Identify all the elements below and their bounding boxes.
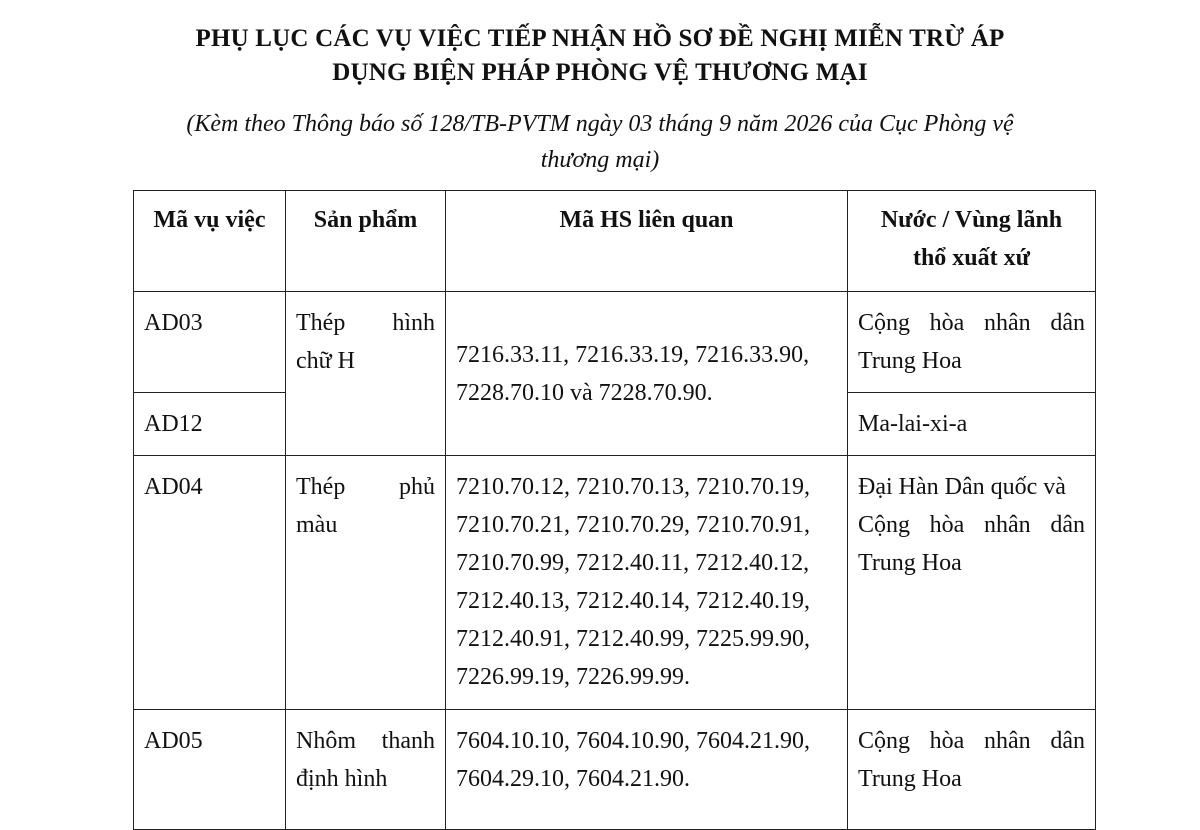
case-code-cell: AD05 xyxy=(134,710,286,830)
header-product: Sản phẩm xyxy=(286,191,446,292)
cases-table xyxy=(133,190,1096,830)
subtitle-line-1: (Kèm theo Thông báo số 128/TB-PVTM ngày 03 tháng 9 năm 2026 của Cục Phòng vệ xyxy=(186,111,1014,137)
page-title-line-1: PHỤ LỤC CÁC VỤ VIỆC TIẾP NHẬN HỒ SƠ ĐỀ NGHỊ MIỄN TRỪ ÁP xyxy=(195,25,1005,52)
table-row xyxy=(134,710,1096,830)
case-code-cell: AD12 xyxy=(134,393,286,456)
table-row xyxy=(134,292,1096,393)
subtitle-line-2: thương mại) xyxy=(540,147,660,173)
product-cell: Thép phủ màu xyxy=(286,456,446,710)
table-header-row xyxy=(134,191,1096,292)
origin-cell: Cộng hòa nhân dân Trung Hoa xyxy=(848,292,1096,393)
product-cell: Nhôm thanh định hình xyxy=(286,710,446,830)
page-title-line-2: DỤNG BIỆN PHÁP PHÒNG VỆ THƯƠNG MẠI xyxy=(332,59,868,86)
product-cell: Thép hình chữ H xyxy=(286,292,446,456)
header-hs-codes: Mã HS liên quan xyxy=(446,191,848,292)
hs-codes-cell: 7604.10.10, 7604.10.90, 7604.21.90, 7604.29.10, 7604.21.90. xyxy=(446,710,848,830)
header-case-code: Mã vụ việc xyxy=(134,191,286,292)
origin-cell: Đại Hàn Dân quốc và Cộng hòa nhân dân Trung Hoa xyxy=(848,456,1096,710)
hs-codes-cell: 7216.33.11, 7216.33.19, 7216.33.90, 7228.70.10 và 7228.70.90. xyxy=(446,292,848,456)
case-code-cell: AD03 xyxy=(134,292,286,393)
table-row xyxy=(134,456,1096,710)
header-origin: Nước / Vùng lãnh thổ xuất xứ xyxy=(848,191,1096,292)
case-code-cell: AD04 xyxy=(134,456,286,710)
origin-cell: Cộng hòa nhân dân Trung Hoa xyxy=(848,710,1096,830)
origin-cell: Ma-lai-xi-a xyxy=(848,393,1096,456)
hs-codes-cell: 7210.70.12, 7210.70.13, 7210.70.19, 7210.70.21, 7210.70.29, 7210.70.91, 7210.70.99, 7212.40.11, 7212.40.12, 7212.40.13, 7212.40.14, 7212.40.19, 7212.40.91, 7212.40.99, 7225.99.90, 7226.99.19, 7226.99.99. xyxy=(446,456,848,710)
